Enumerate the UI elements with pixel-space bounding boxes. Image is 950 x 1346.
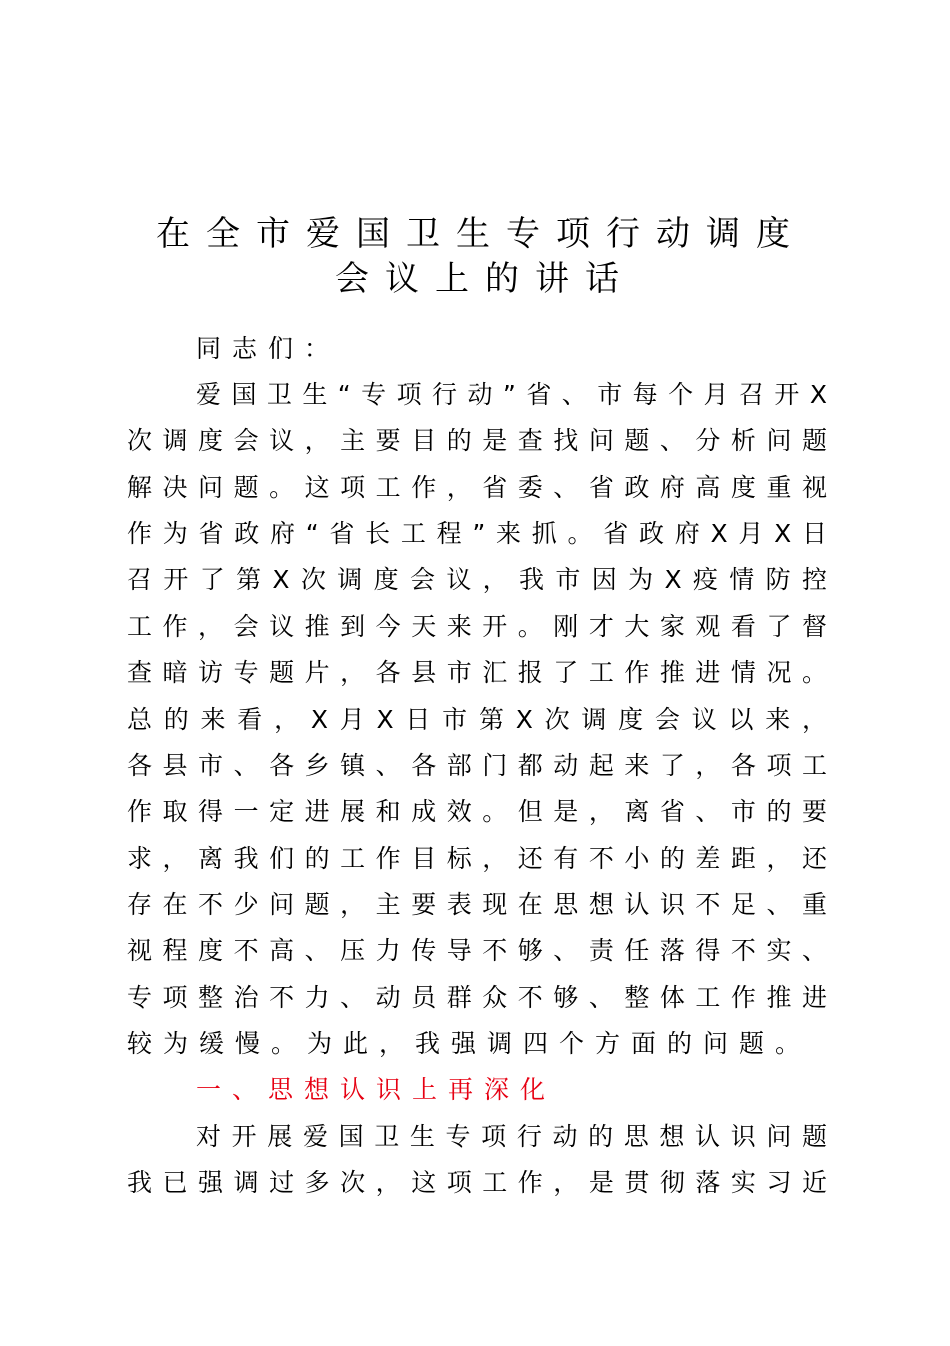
document-title-line-1: 在全市爱国卫生专项行动调度 [156, 214, 806, 254]
paragraph-2-line: 我已强调过多次，这项工作，是贯彻落实习近 [127, 1168, 827, 1197]
paragraph-1-line: 解决问题。这项工作，省委、省政府高度重视 [127, 473, 827, 502]
paragraph-1-line: 视程度不高、压力传导不够、责任落得不实、 [127, 936, 827, 965]
paragraph-1-line: 存在不少问题，主要表现在思想认识不足、重 [127, 890, 827, 919]
paragraph-1-line: 较为缓慢。为此，我强调四个方面的问题。 [127, 1029, 812, 1058]
paragraph-1-line: 各县市、各乡镇、各部门都动起来了，各项工 [127, 751, 827, 780]
paragraph-1-line: 查暗访专题片，各县市汇报了工作推进情况。 [127, 658, 827, 687]
paragraph-2-line: 对开展爱国卫生专项行动的思想认识问题 [196, 1122, 827, 1151]
paragraph-1-line: 工作，会议推到今天来开。刚才大家观看了督 [127, 612, 827, 641]
paragraph-1-line: 召开了第X次调度会议，我市因为X疫情防控 [127, 565, 827, 594]
salutation: 同志们： [196, 334, 341, 363]
paragraph-1-line: 总的来看，X月X日市第X次调度会议以来， [127, 705, 827, 734]
paragraph-1-line: 专项整治不力、动员群众不够、整体工作推进 [127, 983, 827, 1012]
document-title-line-2: 会议上的讲话 [335, 259, 635, 299]
paragraph-1-line: 作取得一定进展和成效。但是，离省、市的要 [127, 797, 827, 826]
paragraph-1-line: 爱国卫生“专项行动”省、市每个月召开X [196, 380, 827, 409]
paragraph-1-line: 求，离我们的工作目标，还有不小的差距，还 [127, 844, 827, 873]
paragraph-1-line: 作为省政府“省长工程”来抓。省政府X月X日 [127, 519, 827, 548]
paragraph-1-line: 次调度会议，主要目的是查找问题、分析问题 [127, 426, 827, 455]
section-1-heading: 一、思想认识上再深化 [196, 1075, 557, 1104]
